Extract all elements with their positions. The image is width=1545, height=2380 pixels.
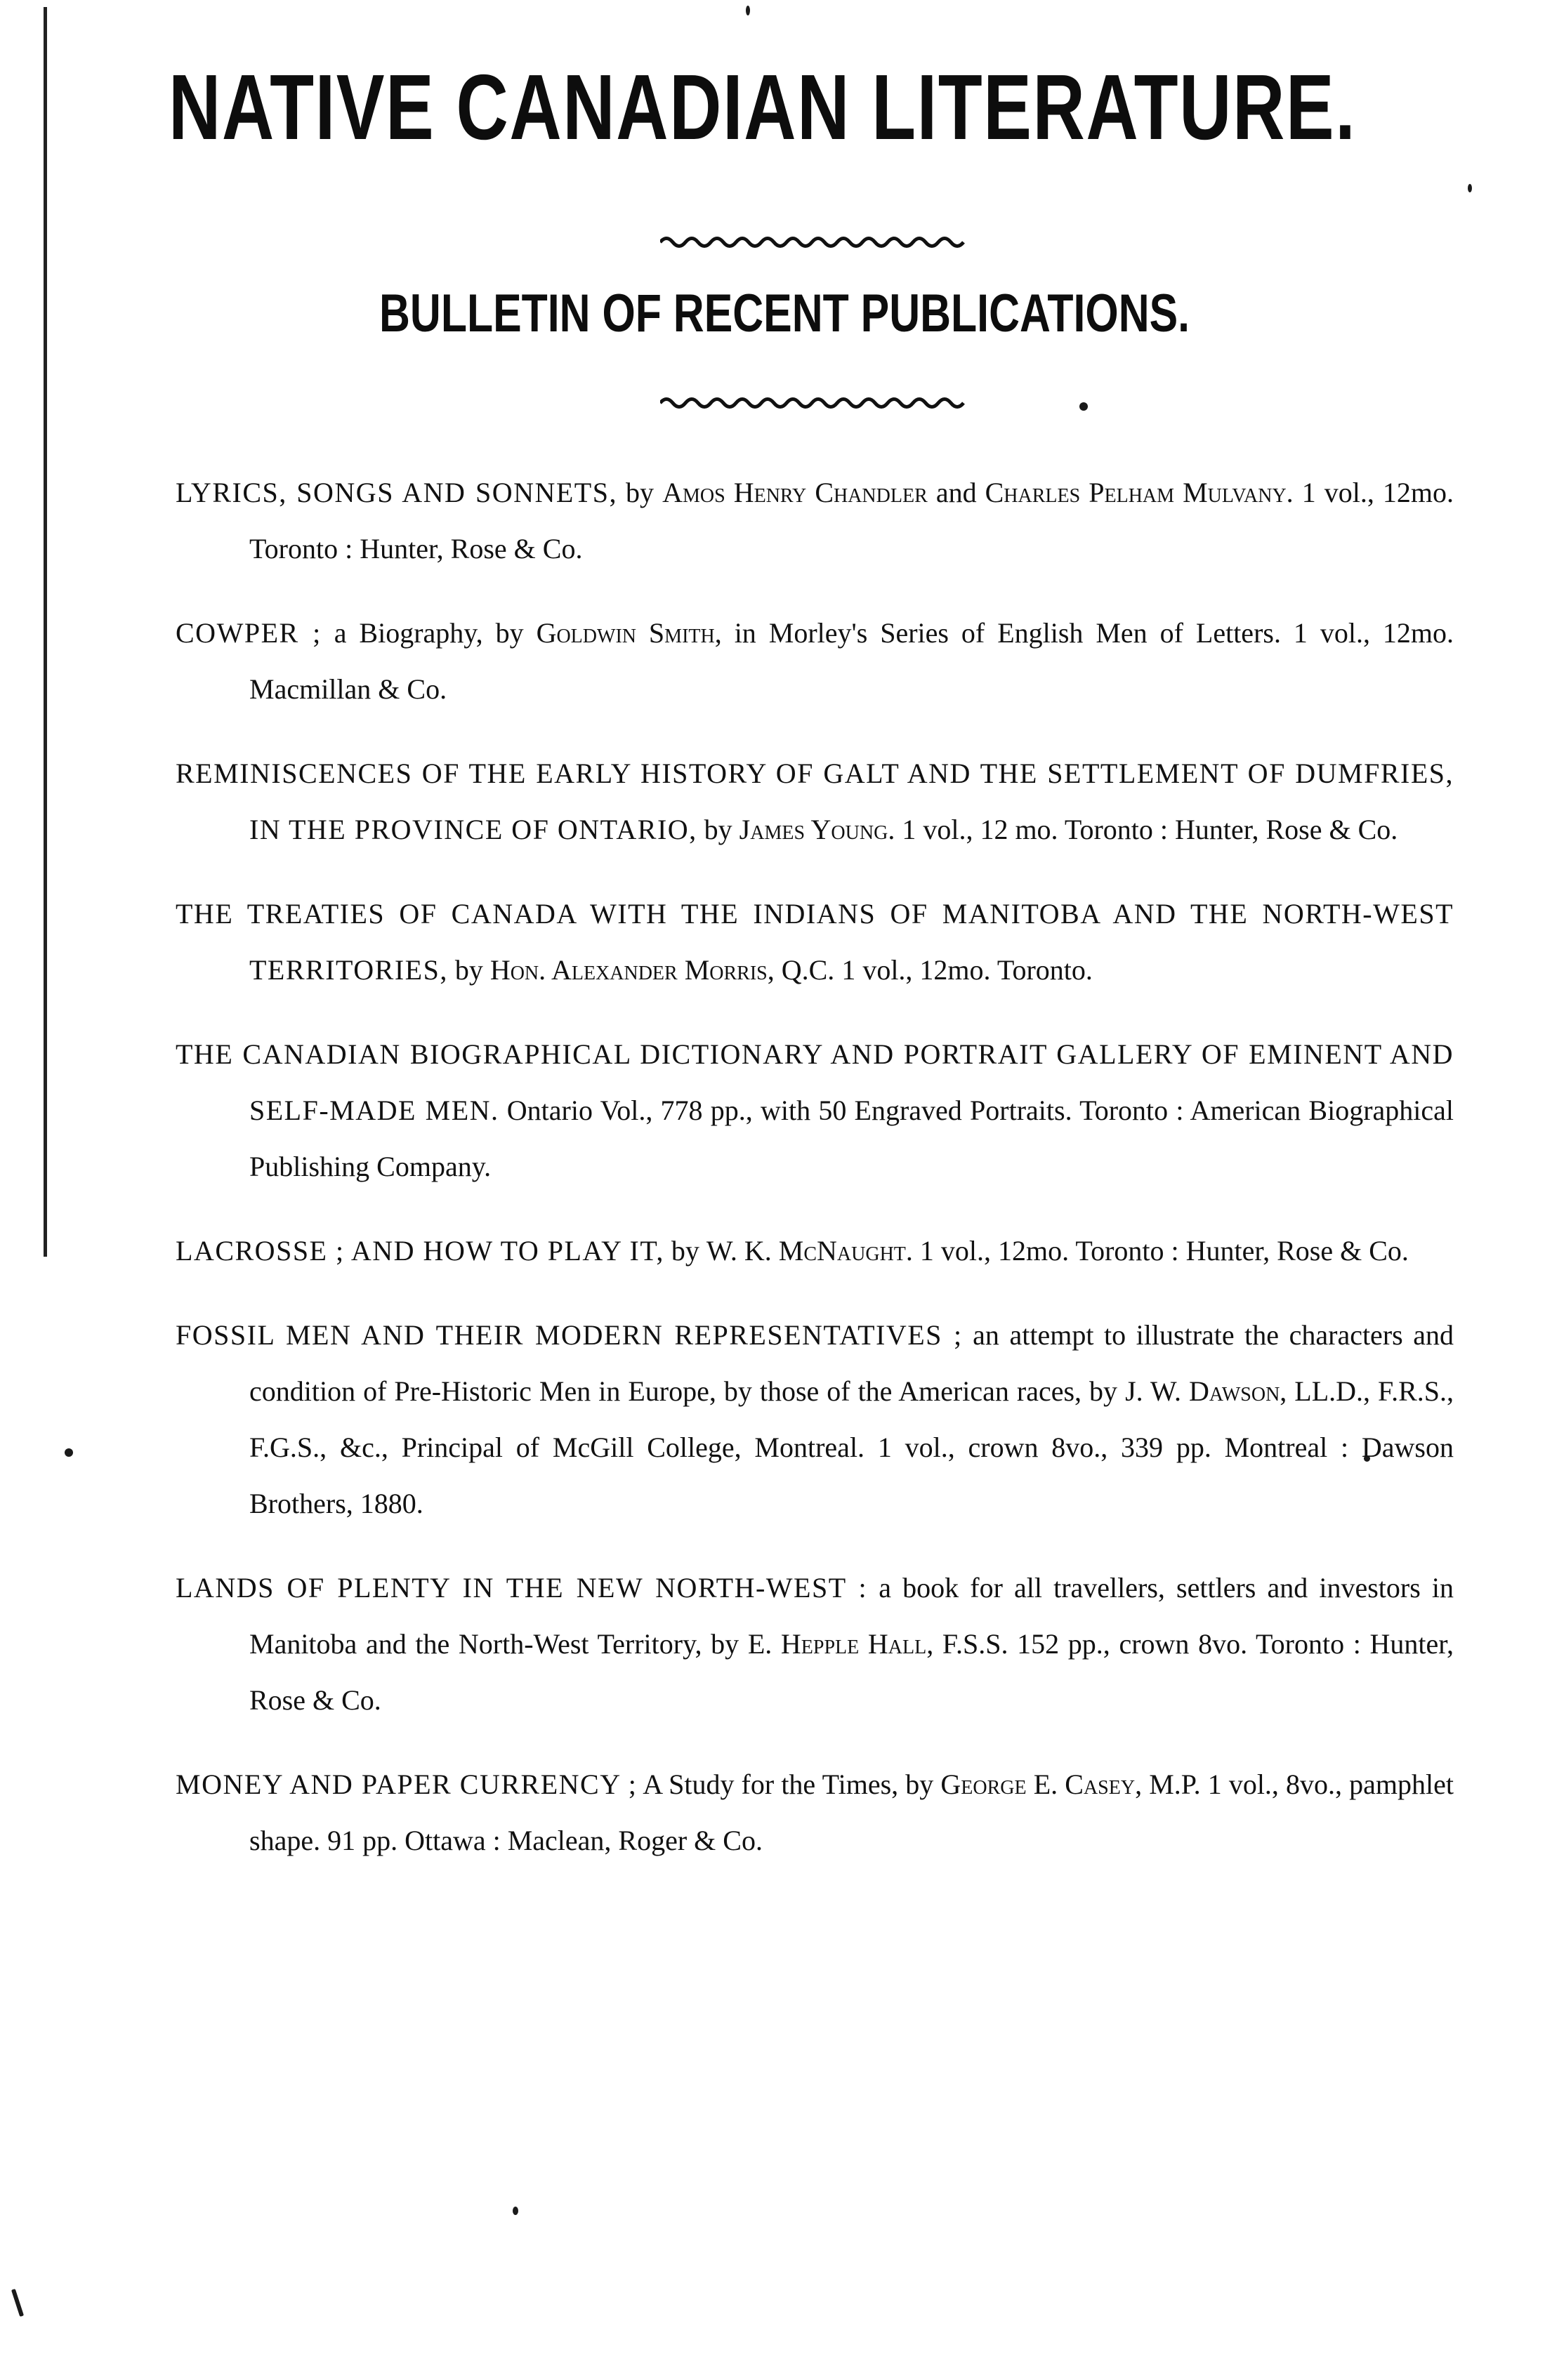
entry-pre: a Biography, by — [334, 617, 524, 649]
binding-edge-rule — [44, 7, 47, 1257]
publication-entry — [176, 746, 1454, 858]
ink-speck — [746, 6, 750, 15]
entry-author: Amos Henry Chandler — [662, 477, 928, 508]
wavy-divider-top — [660, 234, 969, 251]
entry-heading: REMINISCENCES OF THE EARLY HISTORY OF GALT AND THE SETTLEMENT OF DUMFRIES, IN THE PROVINCE OF ONTARIO, — [176, 758, 1454, 845]
ink-speck — [513, 2207, 518, 2215]
entry-author: Hon. Alexander Morris, Q.C. — [489, 954, 835, 986]
entry-heading: THE CANADIAN BIOGRAPHICAL DICTIONARY AND PORTRAIT GALLERY OF EMINENT AND SELF-MADE MEN. — [176, 1038, 1454, 1126]
publication-entry — [176, 465, 1454, 577]
entry-details: Ontario Vol., 778 pp., with 50 Engraved Portraits. Toronto : American Biographical Publishing Company. — [249, 1095, 1454, 1182]
publication-entry — [176, 1757, 1454, 1869]
publication-entry — [176, 1223, 1454, 1279]
entry-details: F.S.S. 152 pp., crown 8vo. Toronto : Hunter, Rose & Co. — [249, 1628, 1454, 1716]
entry-pre: A Study for the Times, by — [643, 1769, 934, 1800]
entry-heading: LANDS OF PLENTY IN THE NEW NORTH-WEST : — [176, 1572, 868, 1604]
entry-details: 1 vol., 12mo. Toronto : Hunter, Rose & Co. — [249, 477, 1454, 564]
entry-details: LL.D., F.R.S., F.G.S., &c., Principal of McGill College, Montreal. 1 vol., crown 8vo., 339 pp. Montreal : Dawson Brothers, 1880. — [249, 1375, 1454, 1519]
entry-author: George E. Casey, — [940, 1769, 1143, 1800]
publication-entry — [176, 886, 1454, 998]
entry-author: W. K. McNaught. — [706, 1235, 913, 1267]
entry-details: 1 vol., 12 mo. Toronto : Hunter, Rose & Co. — [902, 814, 1398, 845]
entry-details: 1 vol., 12mo. Toronto : Hunter, Rose & Co. — [919, 1235, 1409, 1267]
publication-list — [176, 465, 1454, 1897]
entry-by: by — [626, 477, 655, 508]
entry-author: J. W. Dawson, — [1125, 1375, 1287, 1407]
entry-heading: LYRICS, SONGS AND SONNETS, — [176, 477, 617, 508]
entry-coauthor: Charles Pelham Mulvany. — [985, 477, 1294, 508]
ink-speck — [1079, 402, 1088, 411]
entry-heading: LACROSSE ; AND HOW TO PLAY IT, — [176, 1235, 664, 1267]
entry-author: E. Hepple Hall, — [747, 1628, 934, 1660]
entry-heading: FOSSIL MEN AND THEIR MODERN REPRESENTATIVES ; — [176, 1319, 963, 1351]
entry-author: James Young. — [739, 814, 895, 845]
entry-pre: an attempt to illustrate the characters and condition of Pre-Historic Men in Europe, by those of the American races, by — [249, 1319, 1454, 1407]
entry-heading: THE TREATIES OF CANADA WITH THE INDIANS OF MANITOBA AND THE NORTH-WEST TERRITORIES, — [176, 898, 1454, 986]
ink-speck — [1468, 184, 1472, 192]
entry-details: in Morley's Series of English Men of Letters. 1 vol., 12mo. Macmillan & Co. — [249, 617, 1454, 705]
entry-author: Goldwin Smith, — [536, 617, 722, 649]
ink-speck — [11, 2289, 24, 2317]
ink-speck — [65, 1448, 73, 1457]
publication-entry — [176, 605, 1454, 718]
entry-by: by — [454, 954, 483, 986]
entry-pre: a book for all travellers, settlers and investors in Manitoba and the North-West Territory, by — [249, 1572, 1454, 1660]
publication-entry — [176, 1026, 1454, 1195]
entry-by: by — [704, 814, 732, 845]
entry-heading: COWPER ; — [176, 617, 322, 649]
entry-details: M.P. 1 vol., 8vo., pamphlet shape. 91 pp. Ottawa : Maclean, Roger & Co. — [249, 1769, 1454, 1856]
entry-by: by — [671, 1235, 699, 1267]
page-title: NATIVE CANADIAN LITERATURE. — [169, 55, 1357, 159]
entry-and: and — [935, 477, 977, 508]
page-subtitle: BULLETIN OF RECENT PUBLICATIONS. — [379, 284, 1190, 343]
publication-entry — [176, 1307, 1454, 1532]
publication-entry — [176, 1560, 1454, 1728]
entry-heading: MONEY AND PAPER CURRENCY ; — [176, 1769, 638, 1800]
wavy-divider-bottom — [660, 395, 969, 411]
entry-details: 1 vol., 12mo. Toronto. — [841, 954, 1093, 986]
